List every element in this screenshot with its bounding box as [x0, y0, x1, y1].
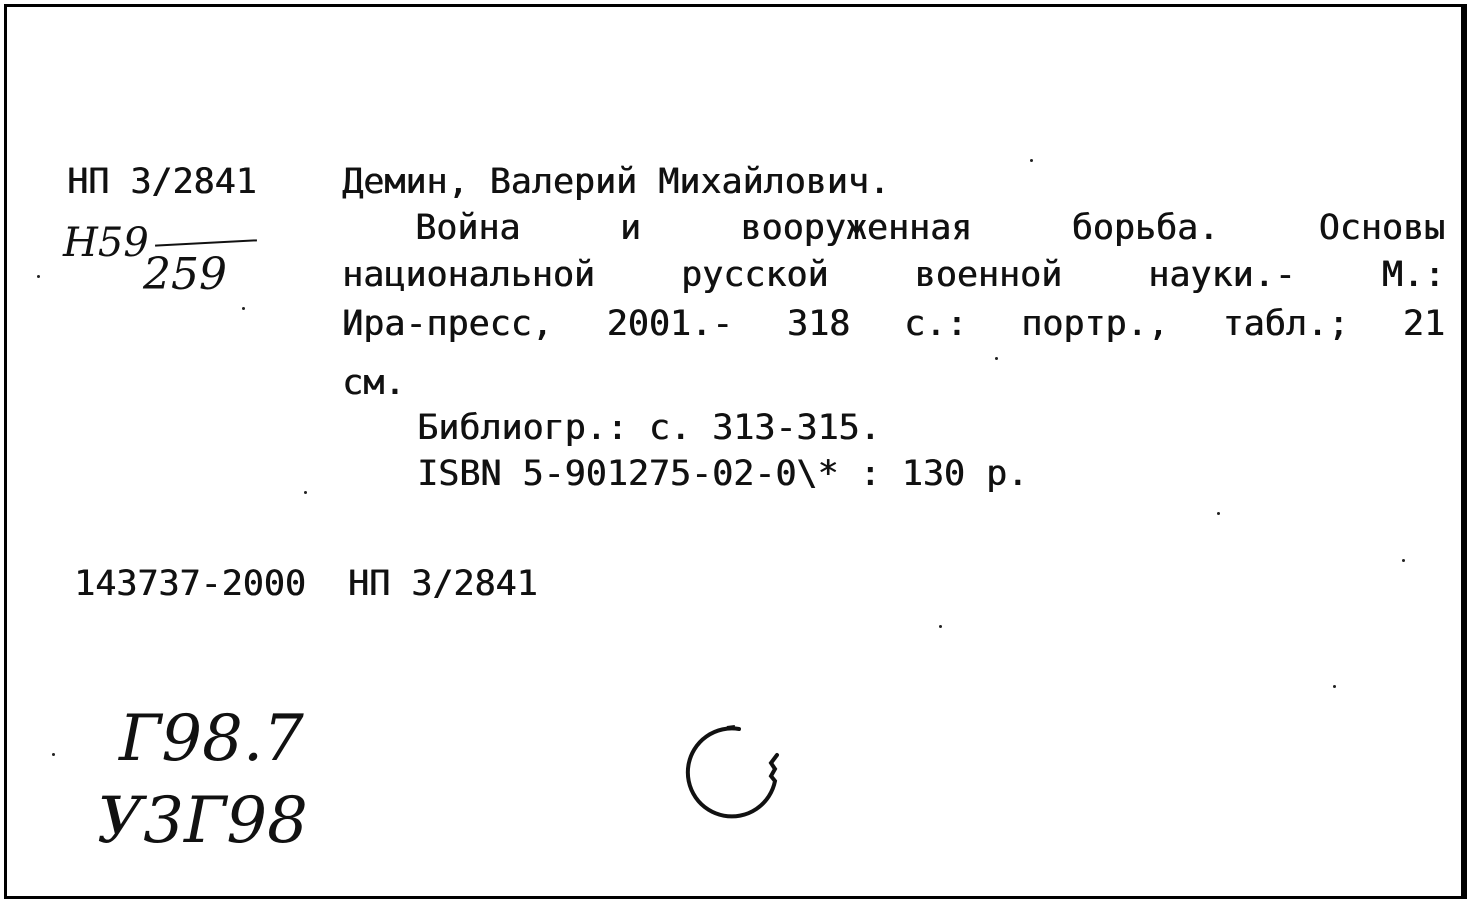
title-line-1 — [415, 208, 1445, 248]
word: науки.- — [1148, 255, 1296, 295]
word: борьба. — [1071, 208, 1220, 248]
speck — [242, 307, 245, 310]
control-number: 143737-2000 НП 3/2841 — [74, 564, 538, 604]
speck — [304, 491, 307, 494]
speck — [995, 357, 998, 360]
punch-hole-icon — [679, 721, 783, 825]
isbn-price: ISBN 5-901275-02-0\* : 130 р. — [417, 454, 1029, 494]
handwritten-fraction-line — [155, 239, 257, 246]
word: Ира-пресс, — [342, 304, 553, 344]
word: русской — [680, 255, 829, 295]
word: табл.; — [1222, 304, 1349, 344]
speck — [1402, 559, 1405, 562]
word: 318 — [786, 304, 851, 344]
handwritten-number-top: Н59 — [63, 220, 149, 266]
bibliography-note: Библиогр.: с. 313-315. — [417, 408, 881, 448]
speck — [939, 625, 942, 628]
speck — [52, 753, 55, 756]
speck — [37, 275, 40, 278]
word: Война — [415, 208, 521, 248]
word: вооруженная — [740, 208, 973, 248]
catalog-card — [4, 4, 1467, 899]
word: М.: — [1381, 255, 1445, 295]
handwritten-number-bottom: 259 — [143, 249, 227, 300]
word: военной — [914, 255, 1063, 295]
author-heading: Демин, Валерий Михайлович. — [342, 162, 890, 202]
title-line-3 — [342, 304, 1445, 344]
word: с.: — [904, 304, 968, 344]
handwritten-class-2: У3Г98 — [97, 784, 308, 858]
word: и — [619, 208, 641, 248]
title-line-2 — [342, 255, 1445, 295]
speck — [1030, 159, 1033, 162]
speck — [1217, 512, 1220, 515]
title-line-4: см. — [342, 363, 406, 403]
word: 2001.- — [606, 304, 734, 344]
word: Основы — [1318, 208, 1445, 248]
call-number: НП 3/2841 — [67, 162, 257, 202]
word: национальной — [342, 255, 595, 295]
word: 21 — [1402, 304, 1445, 344]
handwritten-class-1: Г98.7 — [119, 702, 304, 776]
word: портр., — [1021, 304, 1169, 344]
speck — [1333, 685, 1336, 688]
